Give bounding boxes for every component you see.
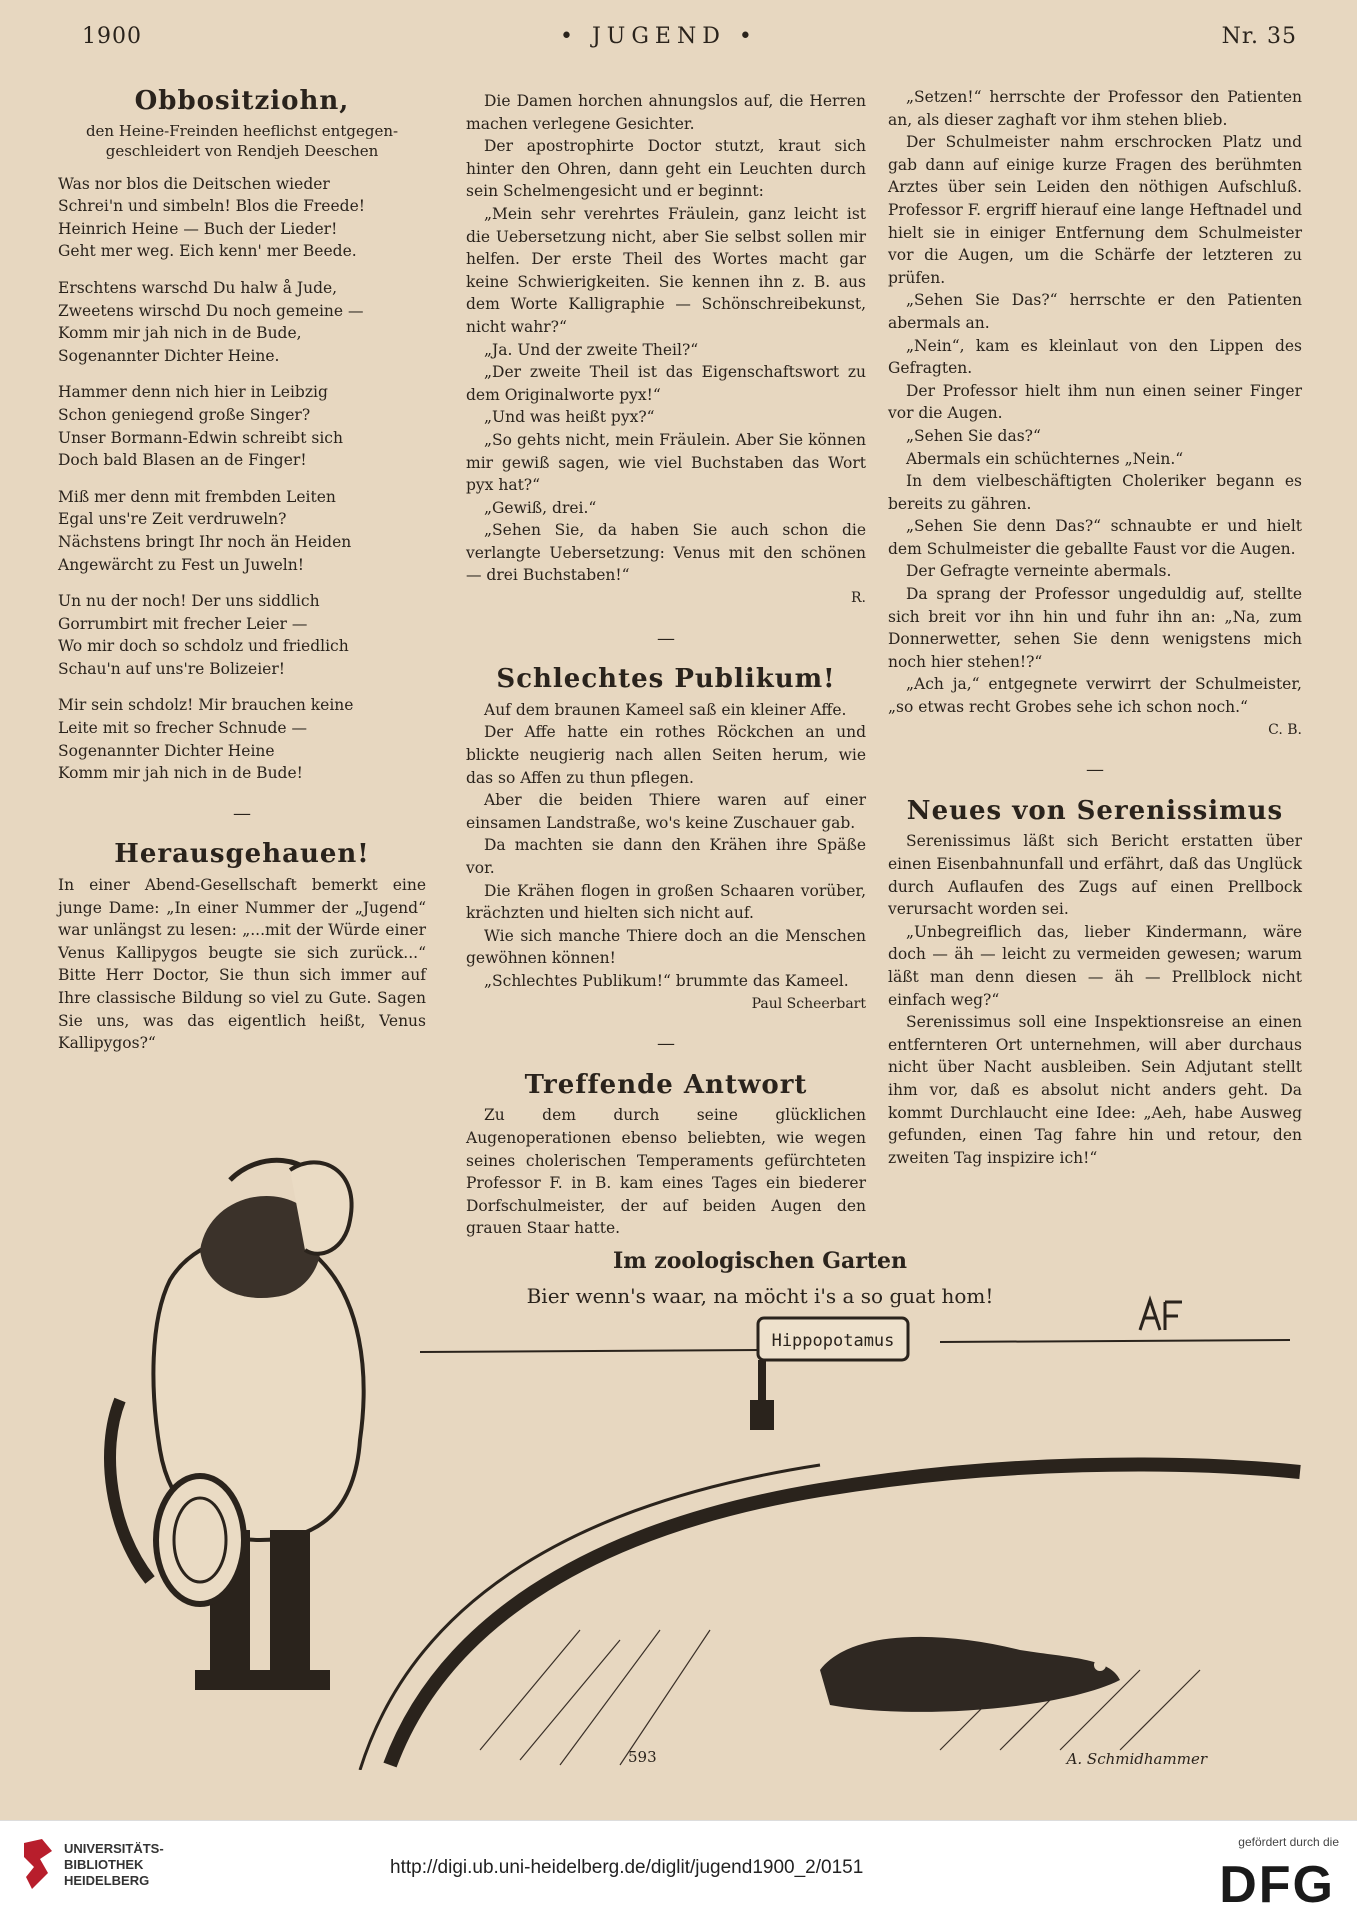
poem-line: Schon geniegend große Singer? xyxy=(58,405,311,424)
article-paragraph: Der Affe hatte ein rothes Röckchen an und blickte neugierig nach allen Seiten herum, wie das so Affen zu thun pflegen. xyxy=(466,723,866,787)
article-paragraph: Wie sich manche Thiere doch an die Menschen gewöhnen können! xyxy=(466,926,866,968)
page-number: 593 xyxy=(628,1748,657,1766)
funding-note: gefördert durch die xyxy=(1238,1835,1339,1849)
header-issue: Nr. 35 xyxy=(1221,24,1297,49)
poem-subtitle xyxy=(58,121,426,161)
poem-line: Schau'n auf uns're Bolizeier! xyxy=(58,659,285,678)
article-paragraph: Die Krähen flogen in großen Schaaren vorüber, krächzten und hielten sich nicht auf. xyxy=(466,881,866,923)
article-signature: Paul Scheerbart xyxy=(751,995,866,1012)
poem-stanza xyxy=(58,486,426,576)
library-name xyxy=(64,1841,164,1889)
poem-line: Leite mit so frecher Schnude — xyxy=(58,719,308,738)
article-paragraph: In dem vielbeschäftigten Choleriker begann es bereits zu gähren. xyxy=(888,472,1302,513)
article-title-herausgehauen: Herausgehauen! xyxy=(114,839,370,870)
poem-line: Egal uns're Zeit verdruweln? xyxy=(58,510,287,529)
poem-line: Gorrumbirt mit frecher Leier — xyxy=(58,614,308,633)
poem-line: Heinrich Heine — Buch der Lieder! xyxy=(58,219,338,238)
article-paragraph: Der Schulmeister nahm erschrocken Platz und gab dann auf einige kurze Fragen des berühmten Arztes über sein Leiden den nöthigen Aufschluß. Professor F. ergriff hierauf eine lange Heftnadel und hielt sie in einiger Entfernung dem Schulmeister vor die Augen, um die Schärfe der letzteren zu prüfen. xyxy=(888,133,1302,287)
poem-stanza xyxy=(58,694,426,784)
poem-stanza xyxy=(58,381,426,471)
header-title: • JUGEND • xyxy=(560,24,758,49)
sign-text: Hippopotamus xyxy=(771,1331,895,1351)
poem-line: Komm mir jah nich in de Bude, xyxy=(58,324,302,343)
poem-stanza xyxy=(58,173,426,263)
article-antwort-continuation xyxy=(888,86,1302,719)
divider: — xyxy=(233,802,251,824)
poem-line: Wo mir doch so schdolz und friedlich xyxy=(58,637,349,656)
article-paragraph: Der apostrophirte Doctor stutzt, kraut sich hinter den Ohren, dann geht ein Leuchten durch sein Schelmengesicht und er beginnt: xyxy=(466,137,866,201)
header-year: 1900 xyxy=(82,24,142,49)
article-paragraph: „Nein“, kam es kleinlaut von den Lippen des Gefragten. xyxy=(888,336,1302,378)
article-paragraph: Serenissimus läßt sich Bericht erstatten über einen Eisenbahnunfall und erfährt, daß das Unglück durch Auflaufen des Zugs auf einen Prellbock verursacht worden sei. xyxy=(888,832,1302,919)
poem-line: Zweetens wirschd Du noch gemeine — xyxy=(58,301,364,320)
article-paragraph: Aber die beiden Thiere waren auf einer einsamen Landstraße, wo's keine Zuschauer gab. xyxy=(466,791,866,832)
article-signature: C. B. xyxy=(1268,721,1302,738)
article-paragraph: Abermals ein schüchternes „Nein.“ xyxy=(906,449,1184,468)
article-title-publikum: Schlechtes Publikum! xyxy=(496,664,836,695)
ub-heidelberg-logo-icon xyxy=(18,1837,58,1893)
article-signature: R. xyxy=(851,590,866,607)
article-title-serenissimus: Neues von Serenissimus xyxy=(906,795,1284,826)
article-paragraph: „Sehen Sie das?“ xyxy=(906,426,1041,445)
poem-title: Obbositziohn, xyxy=(134,86,350,116)
poem-line: Was nor blos die Deitschen wieder xyxy=(58,174,330,193)
divider: — xyxy=(657,1033,675,1055)
poem-line: Komm mir jah nich in de Bude! xyxy=(58,764,303,783)
poem-line: Doch bald Blasen an de Finger! xyxy=(58,451,307,470)
poem-stanza xyxy=(58,277,426,367)
article-paragraph: „Setzen!“ herrschte der Professor den Patienten an, als dieser zaghaft vor ihm stehen blieb. xyxy=(888,88,1302,129)
poem-line: Unser Bormann-Edwin schreibt sich xyxy=(58,428,343,447)
poem-line: Sogenannter Dichter Heine xyxy=(58,741,275,760)
cartoon-caption-text: Bier wenn's waar, na möcht i's a so guat hom! xyxy=(526,1284,994,1308)
viewer-footer xyxy=(0,1820,1357,1920)
artist-credit: A. Schmidhammer xyxy=(1066,1750,1207,1768)
library-name-line: HEIDELBERG xyxy=(64,1873,150,1888)
divider: — xyxy=(1086,759,1104,781)
poem-line: Miß mer denn mit frembden Leiten xyxy=(58,487,336,506)
column-1 xyxy=(58,82,426,1055)
article-paragraph: „Unbegreiflich das, lieber Kindermann, wäre doch — äh — leicht zu vermeiden gewesen; warum läßt man denn diesen — äh — Prellblock nicht einfach weg?“ xyxy=(888,922,1302,1009)
article-paragraph: Serenissimus soll eine Inspektionsreise an einen entfernteren Ort unternehmen, will aber durchaus nicht über Nacht ausbleiben. Sein Adjutant stellt ihm vor, daß es absolut nicht anders geht. Da kommt Durchlaucht eine Idee: „Aeh, habe Ausweg gefunden, einen Tag fahre hin und retour, den zweiten Tag inspizire ich!“ xyxy=(888,1013,1302,1167)
cartoon-caption-title: Im zoologischen Garten xyxy=(612,1248,908,1274)
article-continuation xyxy=(466,90,866,587)
article-paragraph: „Sehen Sie Das?“ herrschte er den Patienten abermals an. xyxy=(888,291,1302,332)
column-3 xyxy=(888,86,1302,1169)
article-paragraph: „Ach ja,“ entgegnete verwirrt der Schulmeister, „so etwas recht Grobes sehe ich schon noch.“ xyxy=(888,675,1302,717)
poem-line: Geht mer weg. Eich kenn' mer Beede. xyxy=(58,242,357,261)
column-2 xyxy=(466,90,866,1240)
dfg-logo: DFG xyxy=(1219,1856,1335,1914)
poem-line: Mir sein schdolz! Mir brauchen keine xyxy=(58,696,354,715)
library-name-line: BIBLIOTHEK xyxy=(64,1857,144,1872)
poem-subtitle-line: geschleidert von Rendjeh Deeschen xyxy=(105,141,379,160)
article-paragraph: „Sehen Sie, da haben Sie auch schon die verlangte Uebersetzung: Venus mit den schönen — drei Buchstaben!“ xyxy=(466,521,866,585)
cartoon-illustration xyxy=(60,1110,1310,1770)
article-paragraph: In einer Abend-Gesellschaft bemerkt eine junge Dame: „In einer Nummer der „Jugend“ war unlängst zu lesen: „...mit der Würde einer Venus Kallipygos beugte sie sich zurück...“ Bitte Herr Doctor, Sie thun sich immer auf Ihre classische Bildung so viel zu Gute. Sagen Sie uns, was das eigentlich heißt, Venus Kallipygos?“ xyxy=(58,876,426,1053)
article-paragraph: „Sehen Sie denn Das?“ schnaubte er und hielt dem Schulmeister die geballte Faust vor die Augen. xyxy=(888,517,1302,558)
article-paragraph: Zu dem durch seine glücklichen Augenoperationen ebenso beliebten, wie wegen seines cholerischen Temperaments gefürchteten Professor F. in B. kam eines Tages ein biederer Dorfschulmeister, der auf beiden Augen den grauen Staar hatte. xyxy=(466,1106,866,1238)
permalink-url[interactable]: http://digi.ub.uni-heidelberg.de/diglit/jugend1900_2/0151 xyxy=(390,1857,864,1878)
article-paragraph: „Gewiß, drei.“ xyxy=(484,498,597,517)
article-paragraph: „Und was heißt pyx?“ xyxy=(484,408,655,427)
article-paragraph: „Ja. Und der zweite Theil?“ xyxy=(484,340,699,359)
poem-line: Angewärcht zu Fest un Juweln! xyxy=(58,555,304,574)
article-title-antwort: Treffende Antwort xyxy=(524,1069,808,1100)
library-name-line: UNIVERSITÄTS- xyxy=(64,1841,164,1856)
poem-line: Schrei'n und simbeln! Blos die Freede! xyxy=(58,197,365,216)
poem-line: Hammer denn nich hier in Leibzig xyxy=(58,383,328,402)
article-paragraph: Der Gefragte verneinte abermals. xyxy=(906,562,1172,581)
poem-line: Erschtens warschd Du halw å Jude, xyxy=(58,278,338,297)
article-paragraph: Auf dem braunen Kameel saß ein kleiner Affe. xyxy=(484,700,847,719)
article-paragraph: Da machten sie dann den Krähen ihre Späße vor. xyxy=(466,836,866,877)
poem-line: Un nu der noch! Der uns siddlich xyxy=(58,592,320,611)
divider: — xyxy=(657,627,675,649)
article-paragraph: Da sprang der Professor ungeduldig auf, stellte sich breit vor ihn hin und fuhr ihn an: „Na, zum Donnerwetter, sehen Sie denn wenigstens mich noch hier stehen!?“ xyxy=(888,585,1302,671)
article-paragraph: „Mein sehr verehrtes Fräulein, ganz leicht ist die Uebersetzung nicht, aber Sie selbst sollen mir helfen. Der erste Theil des Wortes macht gar keine Schwierigkeiten. Sie kennen ihn z. B. aus dem Worte Kalligraphie — Schönschreibekunst, nicht wahr?“ xyxy=(466,204,866,336)
article-paragraph: Die Damen horchen ahnungslos auf, die Herren machen verlegene Gesichter. xyxy=(466,92,866,133)
article-paragraph: „So gehts nicht, mein Fräulein. Aber Sie können mir gewiß sagen, wie viel Buchstaben das Wort pyx hat?“ xyxy=(466,430,866,495)
poem-subtitle-line: den Heine-Freinden heeflichst entgegen- xyxy=(85,121,399,140)
article-publikum-body xyxy=(466,699,866,993)
poem-line: Nächstens bringt Ihr noch än Heiden xyxy=(58,532,352,551)
article-paragraph: „Der zweite Theil ist das Eigenschaftswort zu dem Originalworte pyx!“ xyxy=(466,363,866,404)
article-paragraph: Der Professor hielt ihm nun einen seiner Finger vor die Augen. xyxy=(888,381,1302,423)
poem-stanza xyxy=(58,590,426,680)
poem-stanzas xyxy=(58,173,426,785)
poem-line: Sogenannter Dichter Heine. xyxy=(58,346,280,365)
figure-man xyxy=(110,1160,364,1690)
artist-monogram xyxy=(1140,1300,1182,1330)
article-paragraph: „Schlechtes Publikum!“ brummte das Kameel. xyxy=(484,971,849,990)
